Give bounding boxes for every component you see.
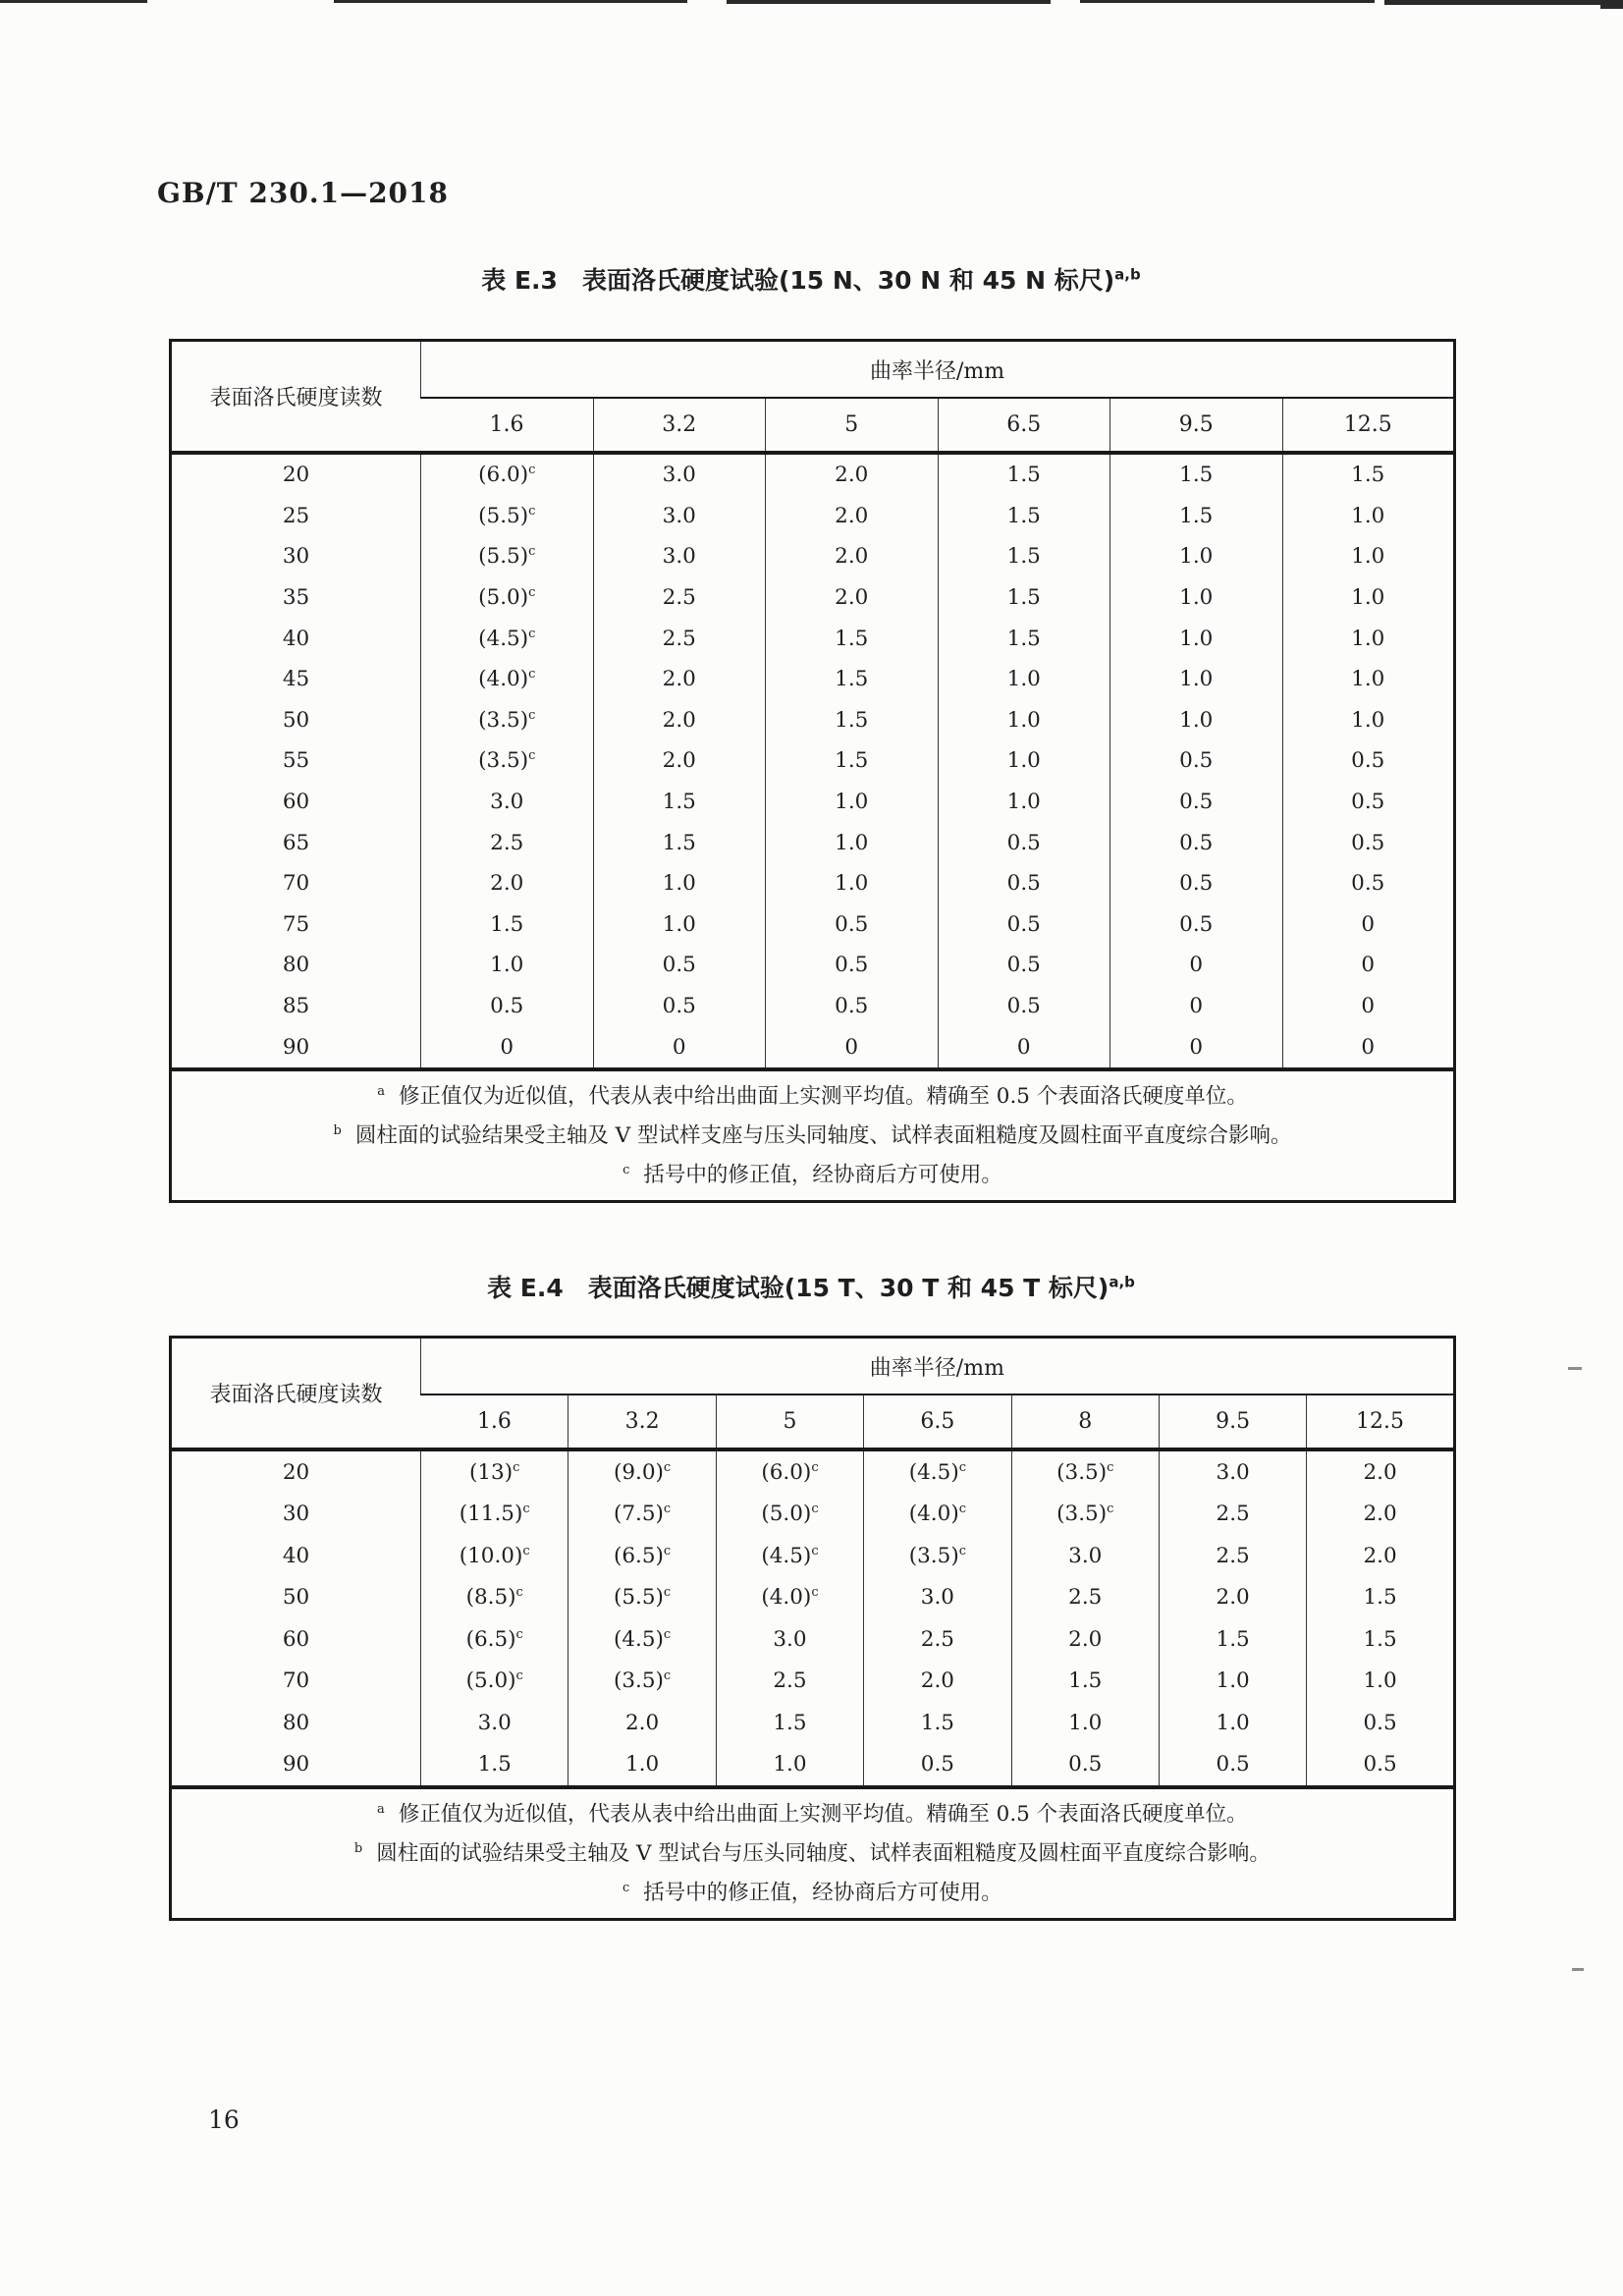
cell: 1.0	[1011, 1702, 1159, 1744]
reading-cell: 50	[282, 707, 310, 733]
cell: 2.0	[1159, 1577, 1306, 1619]
column-header: 8	[1011, 1394, 1159, 1449]
cell: $(5.0)^c$	[421, 577, 594, 619]
cell: $(9.0)^c$	[568, 1449, 716, 1494]
scan-artifact-segment	[1384, 0, 1623, 5]
footnote-text: 修正值仅为近似值，代表从表中给出曲面上实测平均值。精确至 0.5 个表面洛氏硬度单位。	[398, 1083, 1248, 1109]
cell: $(3.5)^c$	[1011, 1449, 1159, 1494]
cell: 2.0	[593, 740, 766, 782]
table-row	[171, 1026, 1455, 1069]
cell: 0.5	[1307, 1744, 1454, 1788]
cell: 2.5	[1159, 1494, 1306, 1536]
cell: 0	[1110, 986, 1283, 1027]
table-footnotes	[171, 1069, 1455, 1202]
table-row	[171, 453, 1455, 496]
table-row	[171, 659, 1455, 700]
reading-cell: 20	[282, 1459, 310, 1485]
cell: 2.5	[864, 1618, 1011, 1661]
cell: 1.5	[1307, 1577, 1454, 1619]
cell: 1.0	[1110, 536, 1283, 577]
cell: 0.5	[938, 986, 1110, 1027]
column-group-header: 曲率半径/mm	[421, 1338, 1455, 1395]
cell: 1.5	[421, 1744, 568, 1788]
cell: 2.5	[1159, 1535, 1306, 1577]
cell: 1.0	[593, 863, 766, 904]
reading-cell: 35	[282, 585, 310, 611]
footnote-a	[172, 1800, 1453, 1829]
footnote-c	[172, 1879, 1453, 1907]
row-axis-header: 表面洛氏硬度读数	[171, 1338, 421, 1450]
cell: $(5.5)^c$	[421, 536, 594, 577]
cell: 0.5	[938, 822, 1110, 863]
footnote-text: 括号中的修正值，经协商后方可使用。	[643, 1881, 1002, 1906]
cell: 1.5	[864, 1702, 1011, 1744]
cell: 1.0	[1307, 1661, 1454, 1703]
table-row	[171, 700, 1455, 741]
scan-artifact-segment	[1080, 0, 1375, 3]
footnote-text: 圆柱面的试验结果受主轴及 V 型试样支座与压头同轴度、试样表面粗糙度及圆柱面平直度综合影响。	[354, 1122, 1292, 1148]
cell: 0.5	[421, 986, 594, 1027]
cell: $(6.5)^c$	[421, 1618, 568, 1661]
cell: 2.5	[593, 618, 766, 659]
cell: 1.5	[716, 1702, 863, 1744]
table-row	[171, 1535, 1455, 1577]
cell: 0	[766, 1026, 939, 1069]
footnote-text: 圆柱面的试验结果受主轴及 V 型试台与压头同轴度、试样表面粗糙度及圆柱面平直度综合影响。	[376, 1841, 1271, 1867]
table-row	[171, 577, 1455, 619]
cell: 0	[1282, 986, 1455, 1027]
reading-cell: 40	[282, 1543, 310, 1568]
footnote-marker: b	[353, 1840, 363, 1856]
table-row	[171, 782, 1455, 823]
reading-cell: 50	[282, 1585, 310, 1611]
cell: 0.5	[938, 945, 1110, 986]
cell: 1.5	[938, 496, 1110, 537]
footnote-a	[172, 1082, 1453, 1111]
footnote-text: 修正值仅为近似值，代表从表中给出曲面上实测平均值。精确至 0.5 个表面洛氏硬度单位。	[398, 1802, 1248, 1827]
cell: 1.0	[766, 863, 939, 904]
cell: 1.0	[1110, 577, 1283, 619]
cell: 2.0	[1307, 1535, 1454, 1577]
cell: 1.5	[938, 453, 1110, 496]
cell: 1.0	[421, 945, 594, 986]
cell: 1.0	[1282, 618, 1455, 659]
column-header: 9.5	[1159, 1394, 1306, 1449]
header-row	[171, 341, 1455, 399]
cell: 2.0	[593, 700, 766, 741]
cell: $(13)^c$	[421, 1449, 568, 1494]
cell: 0.5	[1011, 1744, 1159, 1788]
column-group-header: 曲率半径/mm	[421, 341, 1455, 399]
table-row	[171, 1449, 1455, 1494]
cell: 1.5	[766, 618, 939, 659]
cell: $(7.5)^c$	[568, 1494, 716, 1536]
cell: 0	[421, 1026, 594, 1069]
cell: $(4.0)^c$	[716, 1577, 863, 1619]
reading-cell: 65	[282, 830, 310, 855]
cell: 1.0	[1282, 536, 1455, 577]
table-e4-title: 表 E.4 表面洛氏硬度试验(15 T、30 T 和 45 T 标尺)$^{a,b}$	[487, 1273, 1135, 1302]
cell: 0.5	[766, 986, 939, 1027]
cell: 0.5	[938, 904, 1110, 946]
table-row	[171, 1577, 1455, 1619]
cell: 2.5	[593, 577, 766, 619]
cell: 1.5	[1282, 453, 1455, 496]
table-row	[171, 1744, 1455, 1788]
cell: 1.0	[938, 740, 1110, 782]
cell: 1.5	[593, 822, 766, 863]
cell: 1.5	[766, 659, 939, 700]
cell: 2.0	[864, 1661, 1011, 1703]
footnote-c	[172, 1161, 1453, 1189]
cell: 0.5	[864, 1744, 1011, 1788]
table-row	[171, 945, 1455, 986]
cell: 0.5	[1110, 822, 1283, 863]
table-row	[171, 536, 1455, 577]
footnote-marker: a	[377, 1801, 385, 1817]
page-number: 16	[208, 2105, 240, 2134]
cell: 1.0	[1282, 700, 1455, 741]
cell: 1.5	[1110, 496, 1283, 537]
cell: $(11.5)^c$	[421, 1494, 568, 1536]
table-row	[171, 740, 1455, 782]
footnote-b	[172, 1121, 1453, 1150]
footnote-marker: c	[622, 1880, 630, 1895]
cell: 0	[1110, 945, 1283, 986]
cell: 0.5	[1159, 1744, 1306, 1788]
cell: $(10.0)^c$	[421, 1535, 568, 1577]
column-header: 1.6	[421, 398, 594, 453]
cell: 1.0	[766, 822, 939, 863]
reading-cell: 70	[282, 1668, 310, 1694]
cell: 1.0	[1282, 659, 1455, 700]
reading-cell: 45	[282, 667, 310, 692]
column-header: 1.6	[421, 1394, 568, 1449]
cell: $(6.0)^c$	[421, 453, 594, 496]
reading-cell: 20	[282, 463, 310, 488]
cell: 2.0	[1307, 1494, 1454, 1536]
cell: $(4.5)^c$	[864, 1449, 1011, 1494]
cell: 1.0	[1110, 700, 1283, 741]
row-axis-header: 表面洛氏硬度读数	[171, 341, 421, 454]
cell: 2.0	[766, 496, 939, 537]
cell: $(3.5)^c$	[421, 740, 594, 782]
cell: 1.0	[1159, 1661, 1306, 1703]
footnote-b	[172, 1839, 1453, 1868]
cell: 2.0	[1307, 1449, 1454, 1494]
cell: 1.0	[593, 904, 766, 946]
cell: 1.0	[1282, 577, 1455, 619]
cell: 2.0	[1011, 1618, 1159, 1661]
cell: 1.5	[1110, 453, 1283, 496]
cell: 0	[1282, 1026, 1455, 1069]
cell: 1.5	[766, 740, 939, 782]
footnote-marker: c	[622, 1162, 630, 1177]
scan-artifact-segment	[727, 0, 1051, 4]
table-row	[171, 863, 1455, 904]
table-row	[171, 1661, 1455, 1703]
cell: 0.5	[1282, 740, 1455, 782]
reading-cell: 40	[282, 626, 310, 651]
table-footnotes	[171, 1787, 1455, 1920]
cell: 0	[1282, 945, 1455, 986]
reading-cell: 70	[282, 871, 310, 897]
cell: 1.5	[938, 618, 1110, 659]
reading-cell: 80	[282, 953, 310, 978]
cell: 0.5	[1110, 863, 1283, 904]
table-row	[171, 1618, 1455, 1661]
scan-artifact-segment	[0, 0, 147, 3]
cell: $(6.5)^c$	[568, 1535, 716, 1577]
cell: 1.5	[1011, 1661, 1159, 1703]
cell: 1.0	[716, 1744, 863, 1788]
cell: $(4.0)^c$	[421, 659, 594, 700]
cell: 1.5	[421, 904, 594, 946]
table-row	[171, 986, 1455, 1027]
cell: $(6.0)^c$	[716, 1449, 863, 1494]
cell: 0.5	[766, 945, 939, 986]
table-row	[171, 1702, 1455, 1744]
cell: 3.0	[593, 496, 766, 537]
scan-speck	[1568, 1367, 1582, 1370]
cell: 1.0	[938, 700, 1110, 741]
cell: 1.0	[938, 659, 1110, 700]
cell: $(4.5)^c$	[716, 1535, 863, 1577]
cell: 2.0	[593, 659, 766, 700]
column-header: 12.5	[1282, 398, 1455, 453]
scan-speck	[1572, 1968, 1584, 1971]
cell: 2.5	[421, 822, 594, 863]
cell: $(5.0)^c$	[421, 1661, 568, 1703]
table-row	[171, 496, 1455, 537]
cell: 1.0	[938, 782, 1110, 823]
cell: $(5.0)^c$	[716, 1494, 863, 1536]
reading-cell: 25	[282, 503, 310, 528]
column-header: 5	[766, 398, 939, 453]
cell: 0.5	[1110, 782, 1283, 823]
cell: 1.0	[568, 1744, 716, 1788]
standard-code-header: GB/T 230.1—2018	[157, 177, 449, 209]
cell: 2.5	[1011, 1577, 1159, 1619]
footnote-row	[171, 1787, 1455, 1920]
cell: 0.5	[1110, 740, 1283, 782]
cell: 0.5	[1282, 782, 1455, 823]
scan-artifact-segment	[1600, 0, 1623, 9]
cell: 2.0	[766, 577, 939, 619]
column-header: 5	[716, 1394, 863, 1449]
cell: $(3.5)^c$	[864, 1535, 1011, 1577]
header-row	[171, 1338, 1455, 1395]
cell: 1.5	[593, 782, 766, 823]
cell: 3.0	[421, 782, 594, 823]
cell: 0	[593, 1026, 766, 1069]
cell: 1.5	[766, 700, 939, 741]
cell: 1.5	[938, 536, 1110, 577]
cell: $(3.5)^c$	[1011, 1494, 1159, 1536]
cell: 2.0	[766, 536, 939, 577]
cell: 0.5	[1282, 863, 1455, 904]
cell: $(3.5)^c$	[568, 1661, 716, 1703]
cell: 0.5	[593, 945, 766, 986]
cell: $(3.5)^c$	[421, 700, 594, 741]
table-row	[171, 1494, 1455, 1536]
column-header: 12.5	[1307, 1394, 1454, 1449]
cell: 3.0	[593, 453, 766, 496]
cell: 0	[1110, 1026, 1283, 1069]
reading-cell: 80	[282, 1710, 310, 1735]
cell: 3.0	[1159, 1449, 1306, 1494]
cell: $(5.5)^c$	[421, 496, 594, 537]
cell: 1.5	[1159, 1618, 1306, 1661]
cell: 0.5	[938, 863, 1110, 904]
cell: $(5.5)^c$	[568, 1577, 716, 1619]
scan-artifact-segment	[334, 0, 687, 3]
reading-cell: 30	[282, 1502, 310, 1527]
table-e3	[169, 339, 1456, 1203]
cell: 2.0	[766, 453, 939, 496]
cell: 1.5	[938, 577, 1110, 619]
reading-cell: 30	[282, 544, 310, 570]
footnote-marker: a	[377, 1083, 385, 1099]
reading-cell: 60	[282, 790, 310, 815]
reading-cell: 85	[282, 994, 310, 1019]
cell: 0.5	[593, 986, 766, 1027]
column-header: 6.5	[864, 1394, 1011, 1449]
cell: 3.0	[864, 1577, 1011, 1619]
cell: $(4.0)^c$	[864, 1494, 1011, 1536]
cell: $(8.5)^c$	[421, 1577, 568, 1619]
footnote-row	[171, 1069, 1455, 1202]
cell: 2.0	[568, 1702, 716, 1744]
cell: 0.5	[1307, 1702, 1454, 1744]
cell: 0	[1282, 904, 1455, 946]
scan-artifact-top	[0, 0, 1623, 10]
cell: 3.0	[421, 1702, 568, 1744]
cell: $(4.5)^c$	[568, 1618, 716, 1661]
column-header: 3.2	[593, 398, 766, 453]
column-header: 6.5	[938, 398, 1110, 453]
cell: 1.0	[1282, 496, 1455, 537]
cell: 0	[938, 1026, 1110, 1069]
cell: 3.0	[593, 536, 766, 577]
cell: 1.0	[1110, 618, 1283, 659]
reading-cell: 75	[282, 911, 310, 937]
footnote-marker: b	[333, 1122, 342, 1138]
cell: 3.0	[1011, 1535, 1159, 1577]
cell: 2.5	[716, 1661, 863, 1703]
cell: $(4.5)^c$	[421, 618, 594, 659]
reading-cell: 90	[282, 1034, 310, 1060]
table-row	[171, 904, 1455, 946]
cell: 1.0	[1159, 1702, 1306, 1744]
reading-cell: 90	[282, 1752, 310, 1777]
reading-cell: 55	[282, 748, 310, 774]
cell: 0.5	[1282, 822, 1455, 863]
table-e4	[169, 1336, 1456, 1921]
cell: 1.0	[1110, 659, 1283, 700]
column-header: 9.5	[1110, 398, 1283, 453]
cell: 0.5	[1110, 904, 1283, 946]
table-e3-title: 表 E.3 表面洛氏硬度试验(15 N、30 N 和 45 N 标尺)$^{a,b}$	[481, 265, 1141, 295]
table-row	[171, 618, 1455, 659]
cell: 0.5	[766, 904, 939, 946]
cell: 1.5	[1307, 1618, 1454, 1661]
cell: 2.0	[421, 863, 594, 904]
cell: 3.0	[716, 1618, 863, 1661]
footnote-text: 括号中的修正值，经协商后方可使用。	[643, 1162, 1002, 1187]
column-header: 3.2	[568, 1394, 716, 1449]
cell: 1.0	[766, 782, 939, 823]
reading-cell: 60	[282, 1626, 310, 1652]
table-row	[171, 822, 1455, 863]
